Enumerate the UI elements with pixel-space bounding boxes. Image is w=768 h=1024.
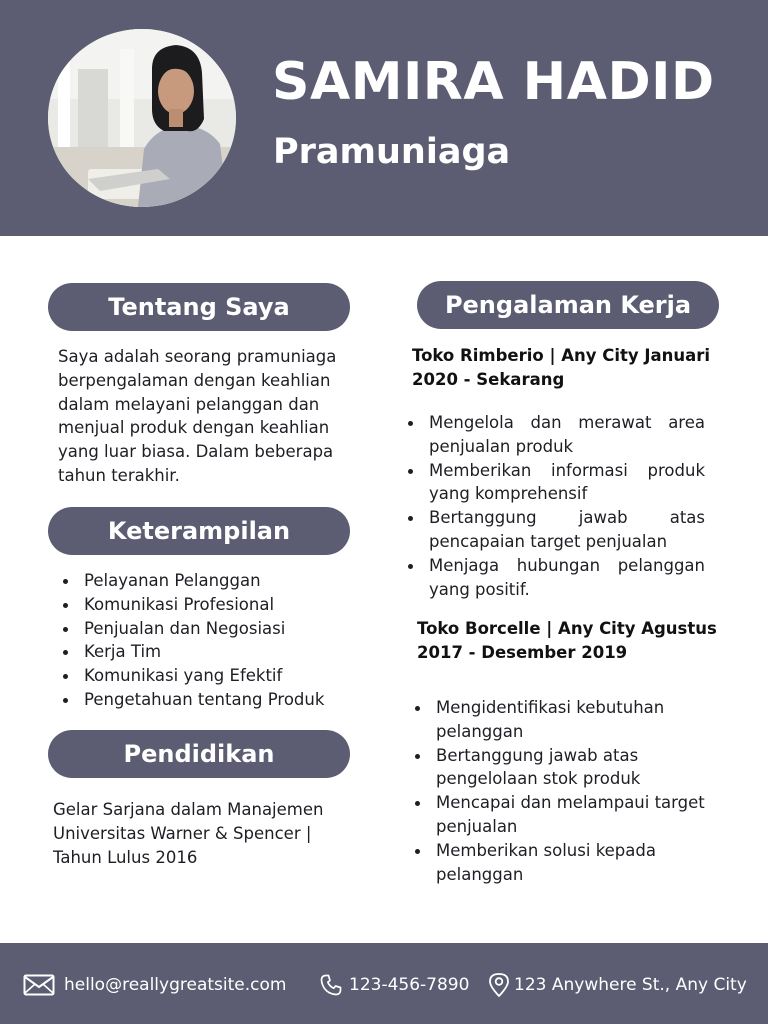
job-1-duties [404, 411, 705, 601]
list-item: Memberikan informasi produk yang komprehensif [404, 459, 705, 507]
section-heading-about: Tentang Saya [48, 283, 350, 331]
contact-address[interactable] [487, 972, 747, 998]
job-title-1: Toko Rimberio | Any City Januari 2020 - Sekarang [412, 346, 711, 389]
envelope-icon [23, 974, 55, 996]
list-item: Kerja Tim [59, 640, 379, 664]
list-item: Memberikan solusi kepada pelanggan [411, 839, 741, 887]
list-item: Mengelola dan merawat area penjualan produk [404, 411, 705, 459]
list-item: Mengidentifikasi kebutuhan pelanggan [411, 696, 741, 744]
phone-text: 123-456-7890 [349, 975, 470, 995]
phone-icon [319, 973, 343, 997]
section-heading-education: Pendidikan [48, 730, 350, 778]
header-banner [0, 0, 768, 236]
section-heading-skills: Keterampilan [48, 507, 350, 555]
contact-email[interactable] [23, 972, 286, 998]
job-2-duties [411, 696, 741, 886]
profile-photo [48, 29, 236, 207]
list-item: Bertanggung jawab atas pengelolaan stok produk [411, 744, 741, 792]
section-heading-experience: Pengalaman Kerja [417, 281, 719, 329]
list-item: Pelayanan Pelanggan [59, 569, 379, 593]
list-item: Pengetahuan tentang Produk [59, 688, 379, 712]
job-role: Pramuniaga [273, 132, 511, 172]
job-title-2: Toko Borcelle | Any City Agustus 2017 - Desember 2019 [417, 619, 717, 662]
list-item: Mencapai dan melampaui target penjualan [411, 791, 741, 839]
contact-phone[interactable] [319, 972, 469, 998]
list-item: Komunikasi yang Efektif [59, 664, 379, 688]
list-item: Komunikasi Profesional [59, 593, 379, 617]
education-text: Gelar Sarjana dalam Manajemen Universitas Warner & Spencer | Tahun Lulus 2016 [53, 800, 324, 867]
skills-list [59, 569, 379, 712]
email-text: hello@reallygreatsite.com [64, 975, 287, 995]
candidate-name: SAMIRA HADID [272, 52, 715, 112]
list-item: Bertanggung jawab atas pencapaian target penjualan [404, 506, 705, 554]
about-text: Saya adalah seorang pramuniaga berpengalaman dengan keahlian dalam melayani pelanggan dan menjual produk dengan keahlian yang luar biasa. Dalam beberapa tahun terakhir. [58, 347, 337, 485]
address-text: 123 Anywhere St., Any City [514, 975, 747, 995]
list-item: Menjaga hubungan pelanggan yang positif. [404, 554, 705, 602]
list-item: Penjualan dan Negosiasi [59, 617, 379, 641]
location-pin-icon [487, 972, 511, 998]
